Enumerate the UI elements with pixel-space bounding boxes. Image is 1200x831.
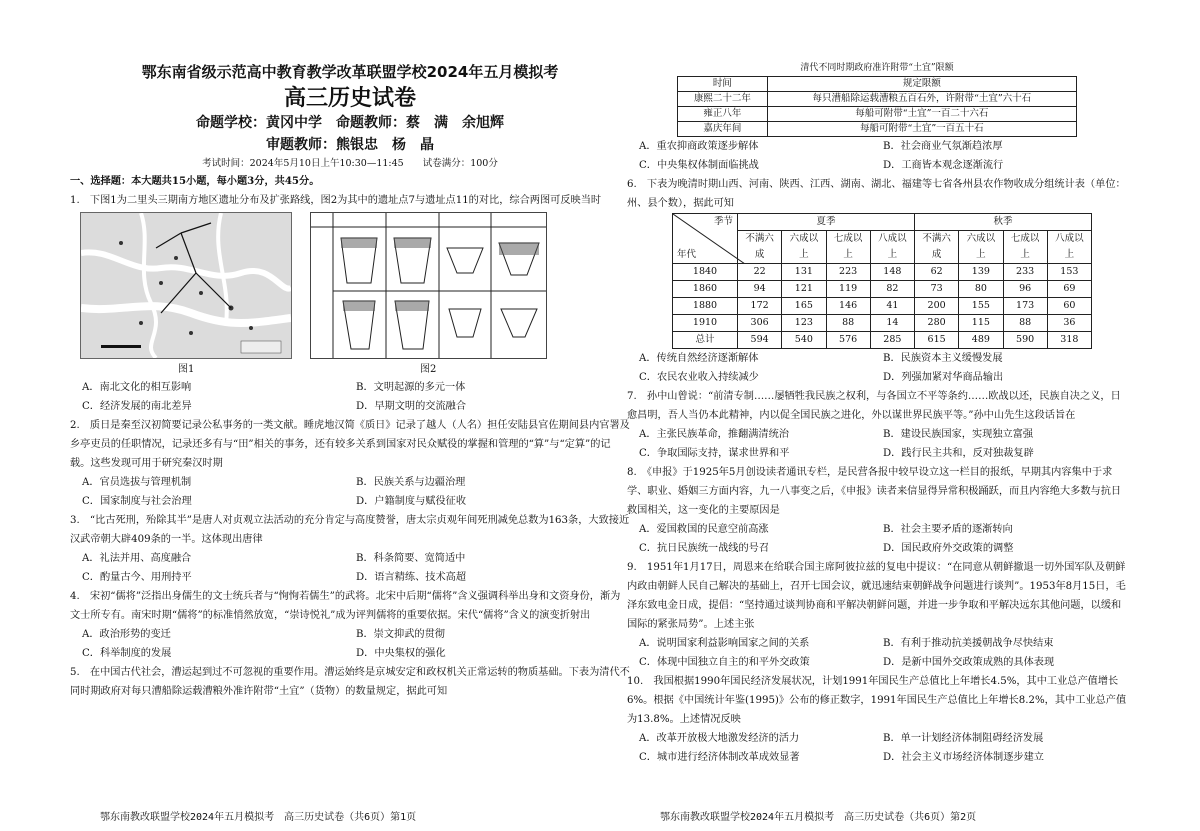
option-b[interactable]: B．社会主要矛盾的逐渐转向 — [883, 524, 1013, 535]
question-4-stem: 4. 宋初“儒将”泛指出身儒生的文士统兵者与“恂恂若儒生”的武将。北宋中后期“儒将”含义强调科举出身和文资身份，渐为文士所专有。南宋时期“儒将”的标准悄然放宽，“崇诗悦礼”成为评判儒将的重要依据。宋代“儒将”含义的演变折射出 — [70, 591, 621, 621]
table-cell: 165 — [782, 298, 826, 315]
table-cell: 590 — [1003, 332, 1047, 349]
option-d[interactable]: D．语言精练、技术高超 — [356, 572, 467, 583]
option-a[interactable]: A．改革开放极大地激发经济的活力 — [639, 733, 800, 744]
option-b[interactable]: B．科条简要、宽简适中 — [356, 553, 466, 564]
option-d[interactable]: D．是新中国外交政策成熟的具体表现 — [883, 657, 1055, 668]
option-d[interactable]: D．早期文明的交流融合 — [356, 401, 467, 412]
question-7-stem: 7. 孙中山曾说：“前清专制……屡牺牲我民族之权利，与各国立不平等条约……欧战以还，民族自决之义，日愈昌明，吾人当仍本此精神，内以促全国民族之进化，外以谋世界民族平等。”孙中山先生这段话旨在 — [627, 391, 1121, 421]
subheader: 八成以上 — [1047, 231, 1091, 264]
footer-page-2: 鄂东南教改联盟学校2024年五月模拟考 高三历史试卷（共6页）第2页 — [660, 812, 977, 823]
table-row — [673, 281, 1092, 298]
table-cell: 173 — [1003, 298, 1047, 315]
option-d[interactable]: D．工商皆本观念逐渐流行 — [883, 160, 1004, 171]
table-cell: 80 — [959, 281, 1003, 298]
table-cell: 36 — [1047, 315, 1091, 332]
subheader: 六成以上 — [782, 231, 826, 264]
subheader: 不满六成 — [738, 231, 782, 264]
table-cell: 82 — [870, 281, 914, 298]
table-cell: 60 — [1047, 298, 1091, 315]
question-3-stem: 3. “比古死刑，殆除其半”是唐人对贞观立法活动的充分肯定与高度赞誉，唐太宗贞观年间死刑减免总数为163条，大致接近汉武帝朝大辟409条的一半。这体现出唐律 — [70, 515, 630, 545]
page-2 — [627, 0, 1127, 767]
table-cell: 540 — [782, 332, 826, 349]
subject-title: 高三历史试卷 — [283, 85, 416, 111]
autumn-header: 秋季 — [915, 214, 1092, 231]
question-9-stem: 9. 1951年1月17日，周恩来在给联合国主席阿彼拉兹的复电中提议：“在同意从朝鲜撤退一切外国军队及朝鲜内政由朝鲜人民自己解决的基础上，召开七国会议，就迅速结束朝鲜战争问题进行谈判”。1953年8月15日，毛泽东致电金日成，提倡：“坚持通过谈判协商和平解决朝鲜问题，并进一步争取和平解决远东其他问题，以缓和国际的紧张局势”。上述主张 — [627, 562, 1126, 630]
option-c[interactable]: C．争取国际支持，谋求世界和平 — [639, 448, 790, 459]
table-cell: 139 — [959, 264, 1003, 281]
page-1 — [70, 0, 630, 701]
table-row — [673, 315, 1092, 332]
table-corner — [673, 214, 738, 264]
option-c[interactable]: C．中央集权体制面临挑战 — [639, 160, 759, 171]
subheader: 六成以上 — [959, 231, 1003, 264]
option-c[interactable]: C．经济发展的南北差异 — [82, 401, 192, 412]
option-a[interactable]: A．重农抑商政策逐步解体 — [639, 141, 759, 152]
question-5-stem: 5. 在中国古代社会，漕运起到过不可忽视的重要作用。漕运始终是京城安定和政权机关正常运转的物质基础。下表为清代不同时期政府对每只漕船除运载漕粮外准许附带“土宜”（货物）的数量规定，据此可知 — [70, 667, 630, 697]
option-b[interactable]: B．民族资本主义缓慢发展 — [883, 353, 1003, 364]
table-cell: 96 — [1003, 281, 1047, 298]
table-1-title: 清代不同时期政府准许附带“土宜”限额 — [800, 63, 954, 73]
table-cell: 115 — [959, 315, 1003, 332]
table-cell: 雍正八年 — [678, 107, 768, 122]
table-cell: 285 — [870, 332, 914, 349]
table-cell: 233 — [1003, 264, 1047, 281]
question-9-options — [627, 634, 1127, 672]
row-label: 1860 — [673, 281, 738, 298]
question-2-options — [70, 473, 630, 511]
table-row — [673, 264, 1092, 281]
table-cell: 172 — [738, 298, 782, 315]
question-5-options — [627, 137, 1127, 175]
table-cell: 88 — [826, 315, 870, 332]
map-image — [81, 213, 291, 358]
option-a[interactable]: A．官员选拔与管理机制 — [82, 477, 192, 488]
table-cell: 22 — [738, 264, 782, 281]
option-b[interactable]: B．崇文抑武的贯彻 — [356, 629, 445, 640]
reviewer-info: 审题教师：熊银忠 杨 晶 — [266, 137, 434, 153]
table-row — [678, 122, 1077, 137]
row-label: 1840 — [673, 264, 738, 281]
option-a[interactable]: A．南北文化的相互影响 — [82, 382, 192, 393]
table-cell: 119 — [826, 281, 870, 298]
setter-info: 命题学校：黄冈中学 命题教师：蔡 满 余旭辉 — [196, 115, 504, 131]
table-cell: 121 — [782, 281, 826, 298]
option-a[interactable]: A．说明国家利益影响国家之间的关系 — [639, 638, 810, 649]
option-c[interactable]: C．科举制度的发展 — [82, 648, 172, 659]
option-b[interactable]: B．建设民族国家，实现独立富强 — [883, 429, 1034, 440]
question-8-options — [627, 520, 1127, 558]
summer-header: 夏季 — [738, 214, 915, 231]
option-d[interactable]: D．国民政府外交政策的调整 — [883, 543, 1014, 554]
question-2-stem: 2. 质日是秦至汉初简要记录公私事务的一类文献。睡虎地汉简《质日》记录了越人（人名）担任安陆县官佐期间县内官署及乡亭吏员的任职情况，记录还多有与“田”相关的事务，还有较多关系到国家对民众赋役的掌握和管理的“算”与“定算”的记载。这些发现可用于研究秦汉时期 — [70, 420, 630, 469]
question-1-options — [70, 378, 630, 416]
table-cell: 489 — [959, 332, 1003, 349]
option-b[interactable]: B．文明起源的多元一体 — [356, 382, 466, 393]
table-cell: 94 — [738, 281, 782, 298]
option-d[interactable]: D．中央集权的强化 — [356, 648, 446, 659]
option-d[interactable]: D．户籍制度与赋役征收 — [356, 496, 467, 507]
figure-2-caption: 图2 — [420, 364, 437, 375]
table-cell: 594 — [738, 332, 782, 349]
subheader: 八成以上 — [870, 231, 914, 264]
option-d[interactable]: D．践行民主共和，反对独裁复辟 — [883, 448, 1034, 459]
table-cell: 123 — [782, 315, 826, 332]
option-a[interactable]: A．传统自然经济逐渐解体 — [639, 353, 759, 364]
footer-page-1: 鄂东南教改联盟学校2024年五月模拟考 高三历史试卷（共6页）第1页 — [100, 812, 417, 823]
pottery-drawing — [311, 213, 546, 358]
subheader: 七成以上 — [826, 231, 870, 264]
option-d[interactable]: D．社会主义市场经济体制逐步建立 — [883, 752, 1044, 763]
table-cell: 148 — [870, 264, 914, 281]
table-cell: 280 — [915, 315, 959, 332]
row-label: 总计 — [673, 332, 738, 349]
question-4-options — [70, 625, 630, 663]
table-cell: 每船可附带“土宜”一百五十石 — [767, 122, 1076, 137]
row-label: 1910 — [673, 315, 738, 332]
exam-title: 鄂东南省级示范高中教育教学改革联盟学校2024年五月模拟考 — [141, 63, 559, 81]
table-row — [673, 298, 1092, 315]
row-label: 1880 — [673, 298, 738, 315]
option-b[interactable]: B．有利于推动抗美援朝战争尽快结束 — [883, 638, 1054, 649]
subheader: 七成以上 — [1003, 231, 1047, 264]
table-row — [673, 332, 1092, 349]
option-d[interactable]: D．列强加紧对华商品输出 — [883, 372, 1004, 383]
table-cell: 576 — [826, 332, 870, 349]
option-c[interactable]: C．农民农业收入持续减少 — [639, 372, 759, 383]
question-3-options — [70, 549, 630, 587]
table-header-time: 时间 — [678, 77, 768, 92]
question-6-stem: 6. 下表为晚清时期山西、河南、陕西、江西、湖南、湖北、福建等七省各州县农作物收成分组统计表（单位：州、县个数），据此可知 — [627, 179, 1126, 209]
option-c[interactable]: C．抗日民族统一战线的号召 — [639, 543, 770, 554]
subheader: 不满六成 — [915, 231, 959, 264]
table-cell: 嘉庆年间 — [678, 122, 768, 137]
option-b[interactable]: B．社会商业气氛渐趋浓厚 — [883, 141, 1003, 152]
section-heading: 一、选择题：本大题共15小题，每小题3分，共45分。 — [70, 175, 320, 187]
pottery-comparison-figure — [310, 212, 547, 359]
question-6-options — [627, 349, 1127, 387]
question-1-stem: 1. 下图1为二里头三期南方地区遗址分布及扩张路线，图2为其中的遗址点7与遗址点11的对比，综合两图可反映当时 — [70, 195, 602, 206]
question-10-options — [627, 729, 1127, 767]
option-a[interactable]: A．礼法并用、高度融合 — [82, 553, 192, 564]
table-row — [678, 92, 1077, 107]
exam-info: 考试时间：2024年5月10日上午10:30—11:45 试卷满分：100分 — [202, 158, 498, 169]
question-7-options — [627, 425, 1127, 463]
option-c[interactable]: C．酌量古今、用刑持平 — [82, 572, 192, 583]
option-c[interactable]: C．体现中国独立自主的和平外交政策 — [639, 657, 810, 668]
table-cell: 康熙二十二年 — [678, 92, 768, 107]
corner-season: 季节 — [713, 216, 733, 227]
table-cell: 131 — [782, 264, 826, 281]
option-b[interactable]: B．单一计划经济体制阻碍经济发展 — [883, 733, 1044, 744]
table-cell: 每只漕船除运载漕粮五百石外，许附带“土宜”六十石 — [767, 92, 1076, 107]
option-c[interactable]: C．国家制度与社会治理 — [82, 496, 192, 507]
table-cell: 每船可附带“土宜”一百二十六石 — [767, 107, 1076, 122]
option-c[interactable]: C．城市进行经济体制改革成效显著 — [639, 752, 800, 763]
option-a[interactable]: A．政治形势的变迁 — [82, 629, 171, 640]
corner-year: 年代 — [677, 249, 697, 260]
table-cell: 306 — [738, 315, 782, 332]
option-a[interactable]: A．主张民族革命，推翻满清统治 — [639, 429, 789, 440]
table-cell: 146 — [826, 298, 870, 315]
map-figure — [80, 212, 292, 359]
table-cell: 62 — [915, 264, 959, 281]
table-cell: 223 — [826, 264, 870, 281]
table-cell: 200 — [915, 298, 959, 315]
table-cell: 14 — [870, 315, 914, 332]
table-cell: 318 — [1047, 332, 1091, 349]
table-row — [678, 107, 1077, 122]
question-8-stem: 8. 《申报》于1925年5月创设读者通讯专栏，是民营各报中较早设立这一栏目的报纸，早期其内容集中于求学、职业、婚姻三方面内容，九一八事变之后，《申报》读者来信显得异常积极踊跃，而且内容绝大多数与抗日救国相关，这一变化的主要原因是 — [627, 467, 1122, 516]
table-cell: 41 — [870, 298, 914, 315]
table-cell: 615 — [915, 332, 959, 349]
figure-1-caption: 图1 — [178, 364, 195, 375]
harvest-table — [672, 213, 1092, 349]
table-cell: 155 — [959, 298, 1003, 315]
question-10-stem: 10. 我国根据1990年国民经济发展状况，计划1991年国民生产总值比上年增长4.5%，其中工业总产值增长6%。根据《中国统计年鉴(1995)》公布的修正数字，1991年国民生产总值比上年增长8.2%，其中工业总产值为13.8%。上述情况反映 — [627, 676, 1127, 725]
table-cell: 153 — [1047, 264, 1091, 281]
table-header-quota: 规定限额 — [767, 77, 1076, 92]
option-b[interactable]: B．民族关系与边疆治理 — [356, 477, 466, 488]
table-cell: 69 — [1047, 281, 1091, 298]
option-a[interactable]: A．爱国救国的民意空前高涨 — [639, 524, 769, 535]
table-cell: 73 — [915, 281, 959, 298]
question-1-figures — [70, 210, 630, 378]
quota-table — [677, 76, 1077, 137]
table-cell: 88 — [1003, 315, 1047, 332]
